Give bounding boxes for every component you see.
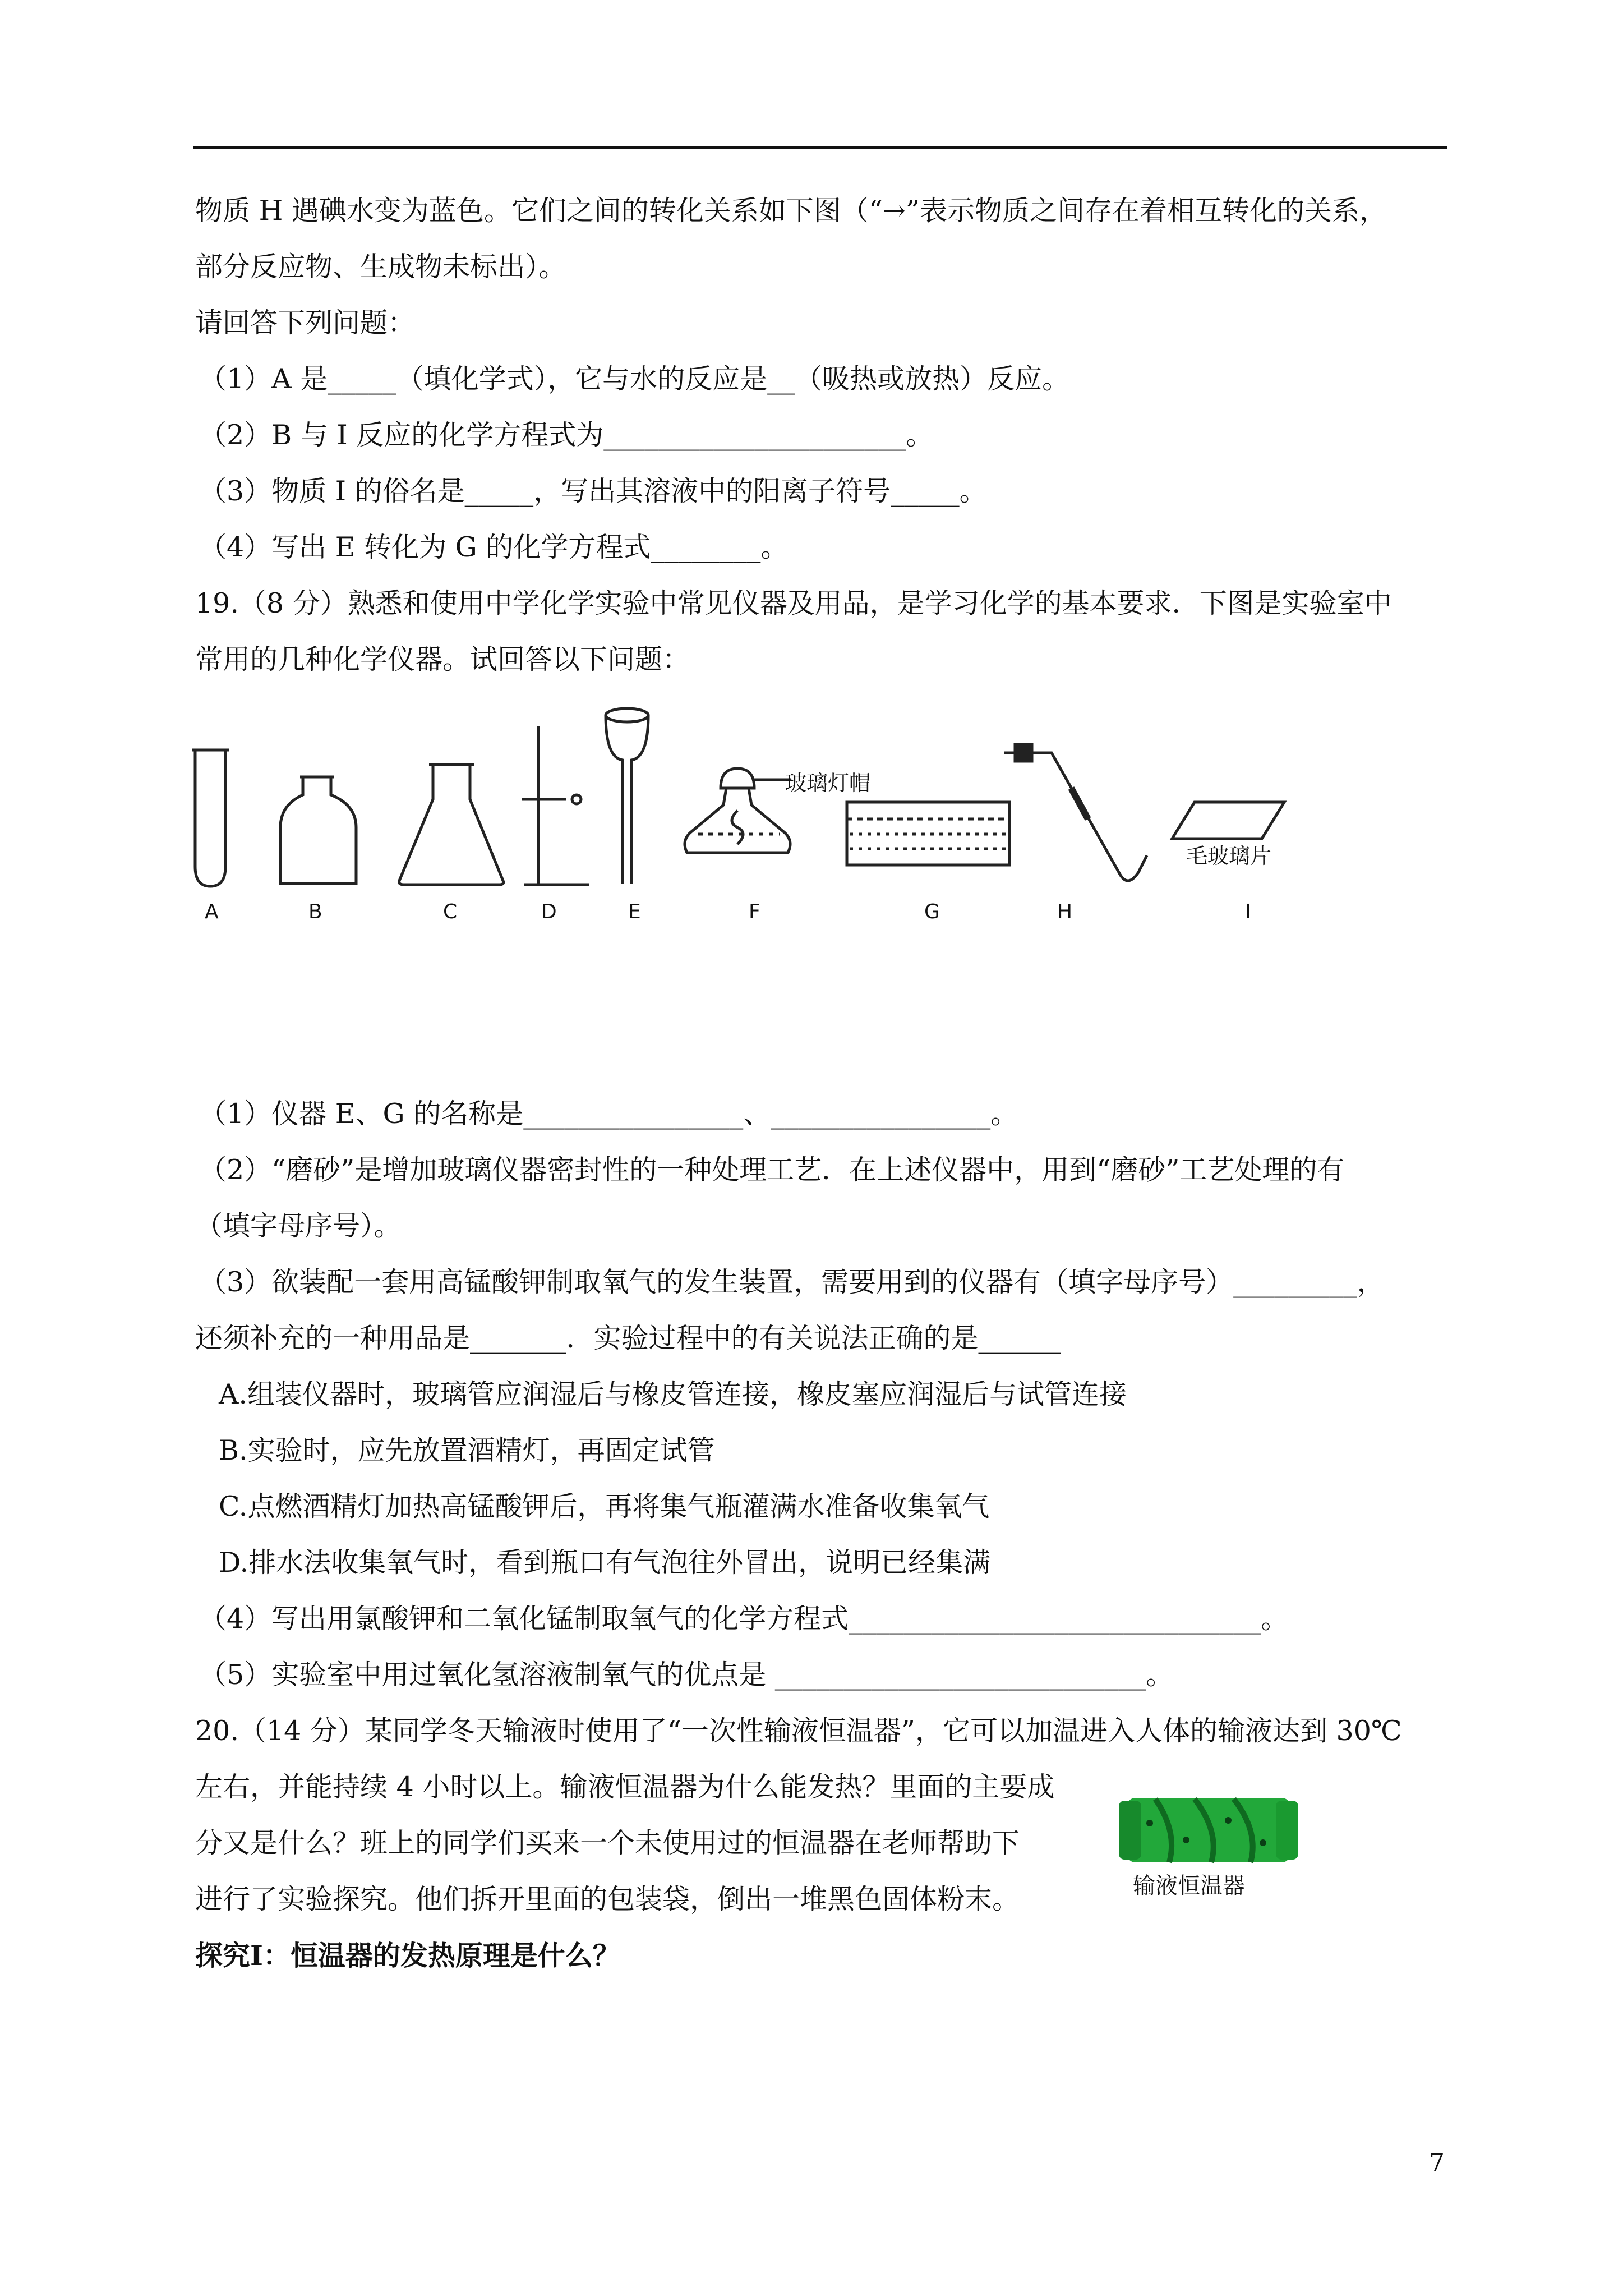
question-18-4: （4）写出 E 转化为 G 的化学方程式________。 — [199, 531, 789, 563]
text-line: 还须补充的一种用品是_______．实验过程中的有关说法正确的是______ — [195, 1322, 1061, 1354]
text-line: 左右，并能持续 4 小时以上。输液恒温器为什么能发热？里面的主要成 — [195, 1771, 1055, 1803]
figure-label-a: A — [205, 900, 219, 923]
test-tube-icon — [195, 750, 225, 886]
infusion-warmer-caption: 输液恒温器 — [1133, 1873, 1245, 1899]
question-18-3: （3）物质 I 的俗名是_____，写出其溶液中的阳离子符号_____。 — [199, 475, 987, 507]
question-19-5: （5）实验室中用过氧化氢溶液制氧气的优点是 ___________________________。 — [199, 1659, 1174, 1691]
stopper-tube-icon — [1004, 744, 1147, 881]
text-line: 进行了实验探究。他们拆开里面的包装袋，倒出一堆黑色固体粉末。 — [195, 1883, 1020, 1915]
question-19-3: （3）欲装配一套用高锰酸钾制取氧气的发生装置，需要用到的仪器有（填字母序号）_________， — [199, 1266, 1385, 1298]
header-rule — [193, 146, 1447, 149]
question-20-stem: 20.（14 分）某同学冬天输液时使用了“一次性输液恒温器”，它可以加温进入人体的输液达到 30℃ — [195, 1715, 1402, 1747]
inquiry-heading: 探究Ⅰ：恒温器的发热原理是什么？ — [195, 1939, 620, 1972]
option-d: D.排水法收集氧气时，看到瓶口有气泡往外冒出，说明已经集满 — [219, 1547, 991, 1579]
text-line: 分又是什么？班上的同学们买来一个未使用过的恒温器在老师帮助下 — [195, 1827, 1020, 1859]
frosted-glass-plate-icon — [1172, 802, 1284, 839]
question-18-1: （1）A 是_____（填化学式），它与水的反应是__（吸热或放热）反应。 — [199, 363, 1070, 395]
figure-label-f: F — [749, 900, 760, 923]
alcohol-lamp-icon — [685, 769, 791, 853]
question-18-2: （2）B 与 I 反应的化学方程式为______________________。 — [199, 419, 934, 451]
figure-label-i: I — [1245, 900, 1251, 923]
option-b: B.实验时，应先放置酒精灯，再固定试管 — [219, 1434, 715, 1466]
figure-label-c: C — [443, 900, 458, 923]
figure-label-h: H — [1057, 900, 1073, 923]
page-number: 7 — [1429, 2148, 1445, 2177]
figure-label-e: E — [628, 900, 641, 923]
lamp-cap-label: 玻璃灯帽 — [785, 771, 871, 795]
bottle-icon — [280, 777, 356, 884]
question-19-4: （4）写出用氯酸钾和二氧化锰制取氧气的化学方程式______________________________。 — [199, 1603, 1289, 1635]
long-neck-funnel-icon — [606, 708, 648, 884]
lab-apparatus-figure — [185, 704, 1329, 928]
option-a: A.组装仪器时，玻璃管应润湿后与橡皮管连接，橡皮塞应润湿后与试管连接 — [219, 1378, 1127, 1410]
text-line: 物质 H 遇碘水变为蓝色。它们之间的转化关系如下图（“→”表示物质之间存在着相互转化的关系， — [195, 195, 1387, 227]
apparatus-drawing — [185, 704, 1329, 928]
figure-label-d: D — [541, 900, 557, 923]
infusion-warmer-icon — [1116, 1787, 1301, 1871]
infusion-warmer-image — [1116, 1787, 1301, 1921]
question-19-stem: 19.（8 分）熟悉和使用中学化学实验中常见仪器及用品，是学习化学的基本要求．下图是实验室中 — [195, 587, 1392, 619]
figure-label-g: G — [924, 900, 940, 923]
text-line: 部分反应物、生成物未标出）。 — [195, 251, 566, 283]
question-19-stem: 常用的几种化学仪器。试回答以下问题： — [195, 643, 690, 675]
text-line: 请回答下列问题： — [195, 307, 416, 339]
frosted-glass-label: 毛玻璃片 — [1186, 844, 1272, 868]
conical-flask-icon — [399, 765, 504, 885]
iron-stand-icon — [522, 726, 589, 885]
water-trough-icon — [847, 802, 1009, 865]
question-19-1: （1）仪器 E、G 的名称是________________、________________。 — [199, 1098, 1018, 1130]
option-c: C.点燃酒精灯加热高锰酸钾后，再将集气瓶灌满水准备收集氧气 — [219, 1490, 990, 1522]
figure-label-b: B — [308, 900, 322, 923]
text-line: （填字母序号）。 — [195, 1210, 402, 1242]
question-19-2: （2）“磨砂”是增加玻璃仪器密封性的一种处理工艺．在上述仪器中，用到“磨砂”工艺处理的有 — [199, 1154, 1345, 1186]
